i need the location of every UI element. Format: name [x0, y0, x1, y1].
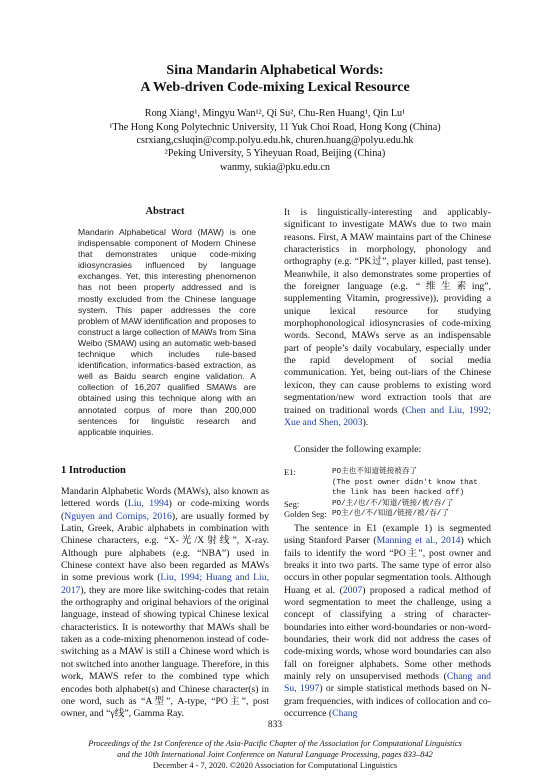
proceedings-line-2: and the 10th International Joint Conference on Natural Language Processing, pages 833–842 — [117, 750, 433, 759]
intro-text-d: ), they are more like switching-codes that retain the orthography and original behaviors of the original language, instead of showing typical Chinese lexical characteristics. It is noteworthy that MAWs shall be taken as a code-mixing phenomenon instead of code-switching as a MAW is still a Chinese word which is not switched into another language. Therefore, in this work, MAWS refer to the combined type which encodes both alphabet(s) and Chinese character(s) in one word, such as “A型”, A-type, “PO主”, post owner, and “γ线”, Gamma Ray. — [61, 584, 269, 720]
intro-text-b: ) or code-mixing words ( — [61, 498, 270, 522]
right-column-paragraph-1 — [284, 207, 491, 429]
proceedings-line-1: Proceedings of the 1st Conference of the Asia-Pacific Chapter of the Association for Computational Linguistics — [88, 739, 462, 748]
right-text-c: The sentence in E1 (example 1) is segmented using Stanford Parser ( — [284, 523, 491, 547]
right-text-e: ) proposed a radical method of word segmentation to meet the challenge, using a concept of classifying a string of character-boundaries into either word-boundaries or non-word-boundaries, their work did not address the cases of code-mixing words, whose word boundaries can also fall on foreigner alphabets. Some other methods mainly rely on unsupervised methods ( — [284, 584, 491, 683]
right-text-d: ) which fails to identify the word “PO主”, post owner and breaks it into two parts. The same type of error also occurs in other popular segmentation tools. Although Huang et al. ( — [284, 535, 492, 596]
right-column-paragraph-2 — [284, 523, 491, 721]
intro-text-c: ), are usually formed by Latin, Greek, Arabic alphabets in combination with Chinese characters, e.g. “X-光/X射线”, X-ray. Although pure alphabets (e.g. “NBA”) used in Chinese context have also been regarded as MAWs in some previous work ( — [61, 510, 269, 584]
author-list: Rong Xiang¹, Mingyu Wan¹², Qi Su², Chu-Ren Huang¹, Qin Lu¹ — [144, 108, 406, 119]
example-e1-gloss-1: (The post owner didn't know that — [332, 478, 478, 487]
consider-line: Consider the following example: — [294, 444, 422, 455]
introduction-paragraph — [61, 486, 269, 721]
right-text-f: ) or simple statistical methods based on N-gram frequencies, with indices of collocation and co-occurrence ( — [284, 683, 492, 720]
example-golden-output: PO主/也/不/知道/链接/被/吞/了 — [332, 510, 449, 519]
right-text-b: ). — [362, 416, 369, 428]
example-block — [284, 467, 494, 520]
proceedings-line-3: December 4 - 7, 2020. ©2020 Association for Computational Linguistics — [152, 761, 398, 770]
example-golden-label: Golden Seg: — [284, 509, 327, 520]
abstract-heading: Abstract — [145, 206, 185, 217]
example-e1-gloss-2: the link has been hacked off) — [332, 489, 465, 498]
citation-nguyen-2016[interactable]: Nguyen and Cornips, 2016 — [64, 510, 172, 522]
affiliation-2: ²Peking University, 5 Yiheyuan Road, Beijing (China) — [164, 148, 386, 159]
citation-chang-su-1997[interactable]: Chang and Su, 1997 — [284, 671, 492, 695]
citation-liu-1994[interactable]: Liu, 1994 — [127, 498, 169, 510]
citation-chang[interactable]: Chang — [332, 708, 358, 720]
example-seg-output: PO/主/也/不/知道/链接/被/吞/了 — [332, 499, 454, 508]
abstract-text: Mandarin Alphabetical Word (MAW) is one indispensable component of Modern Chinese that demonstrates unique code-mixing idiosyncrasies influenced by language exchanges. Yet, this interesting phenomenon has not been properly addressed and is mostly excluded from the Chinese language system. This paper addresses the core problem of MAW identification and proposes to construct a large collection of MAWs from Sina Weibo (SMAW) using an automatic web-based technique which includes rule-based identification, informatics-based extraction, as well as Baidu search engine validation. A collection of 16,207 qualified SMAWs are obtained using this technique along with an annotated corpus of more than 200,000 sentences for linguistic research and applicable inquiries. — [78, 227, 256, 437]
example-seg-label: Seg: — [284, 498, 300, 509]
email-1: csrxiang,csluqin@comp.polyu.edu.hk, churen.huang@polyu.edu.hk — [136, 135, 414, 146]
citation-chen-xue[interactable]: Chen and Liu, 1992; Xue and Shen, 2003 — [284, 404, 491, 428]
citation-liu-huang[interactable]: Liu, 1994; Huang and Liu, 2017 — [61, 572, 269, 596]
page-number: 833 — [267, 720, 283, 730]
example-e1-sentence: PO主也不知道链接被吞了 — [332, 468, 418, 476]
intro-text-a: Mandarin Alphabetic Words (MAWs), also known as lettered words ( — [61, 486, 269, 510]
paper-title-line-1: Sina Mandarin Alphabetical Words: — [166, 63, 384, 78]
right-text-a: It is linguistically-interesting and applicably-significant to investigate MAWs due to two main reasons. First, A MAW maintains part of the Chinese characteristics in morphology, phonology and orthography (e.g. “PK过”, player killed, past tense). Meanwhile, it also demonstrates some properties of the foreigner language (e.g. “维生素ing”, supplementing Vitamin, progressive)), providing a unique lexical resource for studying morphophonological idiosyncrasies of code-mixing words. Second, MAWs serve as an indispensable part of people’s daily vocabulary, especially under the rapid development of social media communication. Yet, being out-liars of the Chinese lexicon, they can cause problems to existing word segmentation/new word extraction tools that are trained on traditional words ( — [284, 207, 491, 416]
paper-title-line-2: A Web-driven Code-mixing Lexical Resource — [140, 80, 410, 95]
citation-huang-2007[interactable]: 2007 — [342, 584, 363, 596]
section-heading-introduction: 1 Introduction — [61, 465, 126, 476]
citation-manning-2014[interactable]: Manning et al., 2014 — [376, 535, 461, 547]
affiliation-1: ¹The Hong Kong Polytechnic University, 11 Yuk Choi Road, Hong Kong (China) — [109, 122, 441, 133]
email-2: wanmy, sukia@pku.edu.cn — [219, 162, 330, 173]
example-e1-label: E1: — [284, 467, 296, 477]
